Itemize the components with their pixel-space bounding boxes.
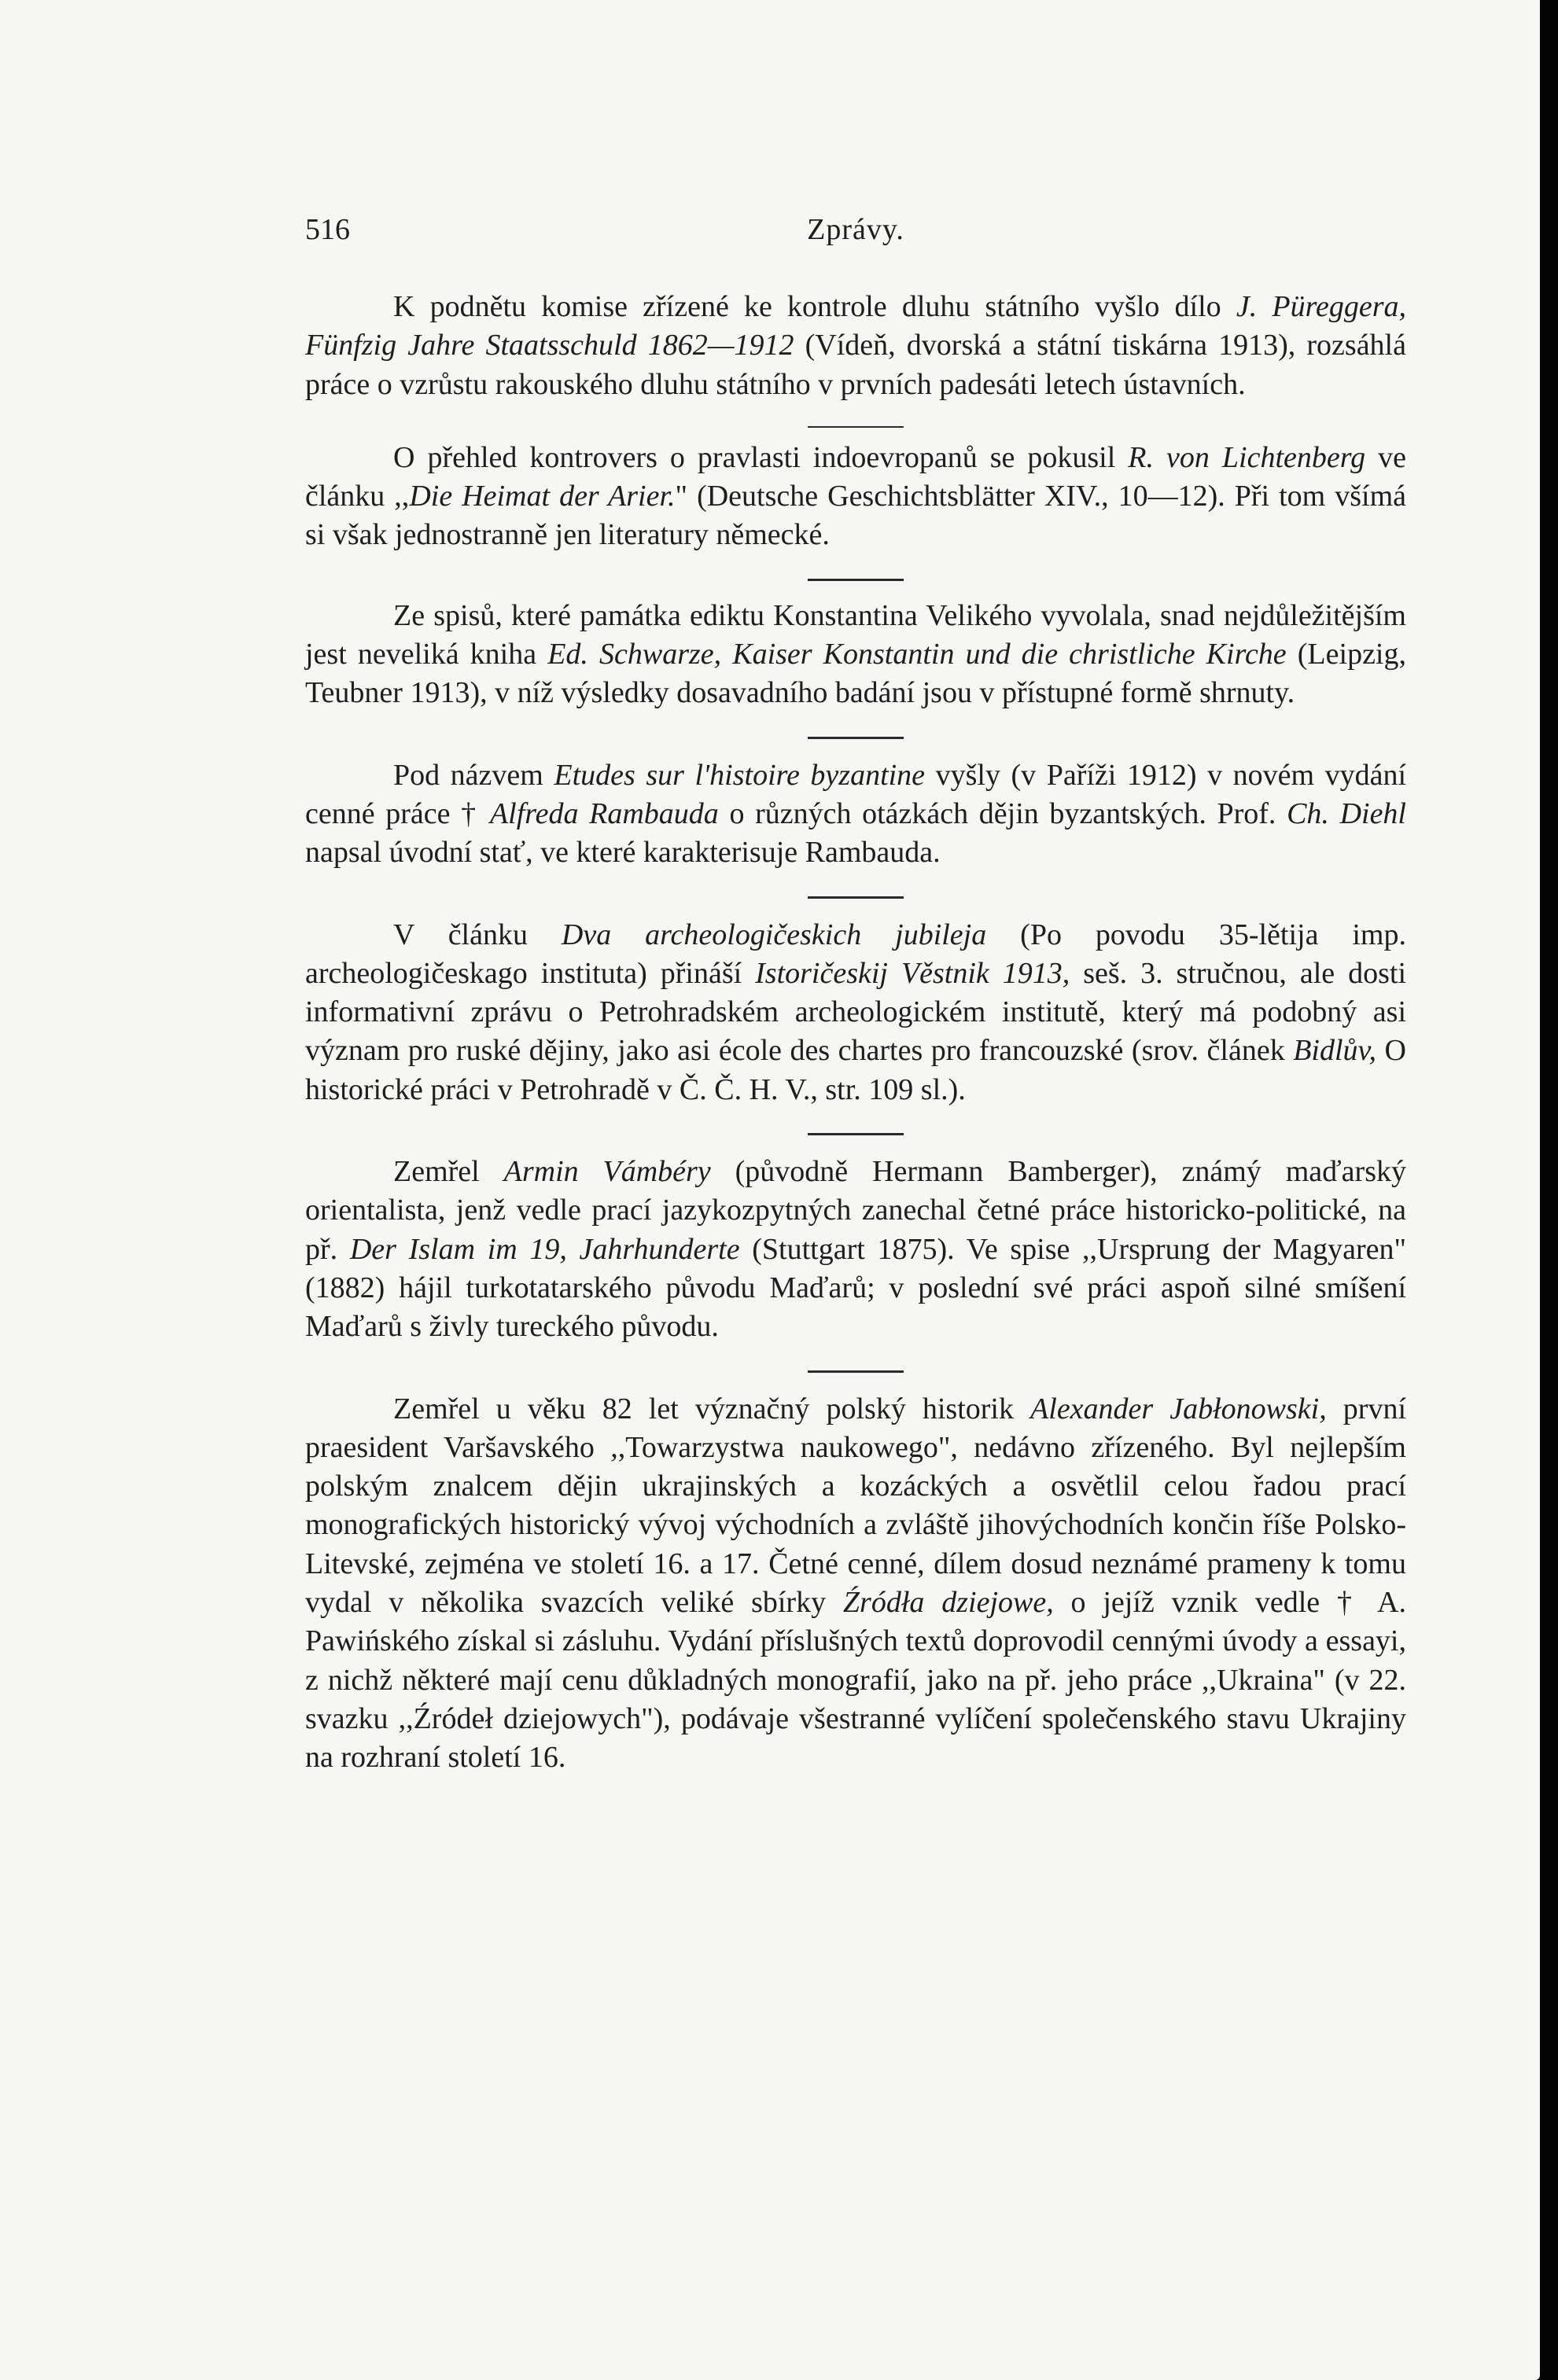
section-divider	[808, 737, 904, 739]
page-header	[305, 211, 1406, 248]
news-entry-archeological-institute: V článku Dva archeologičeskich jubileja (Po povodu 35-lětija imp. archeologičeskago instituta) přináší Istoričeskij Věstnik 1913, seš. 3. stručnou, ale dosti informativní zprávu o Petrohradském archeologickém institutě, který má podobný asi význam pro ruské dějiny, jako asi école des chartes pro francouzské (srov. článek Bidlův, O historické práci v Petrohradě v Č. Č. H. V., str. 109 sl.).	[305, 918, 1407, 1106]
cited-article: Die Heimat der Arier.	[409, 480, 676, 513]
cited-author: Alfreda Rambauda	[489, 796, 719, 830]
cited-work: Źródła dziejowe,	[842, 1586, 1054, 1620]
cited-work: Etudes sur l'histoire byzantine	[554, 758, 926, 792]
cited-author: R. von Lichtenberg	[1128, 440, 1366, 474]
section-divider	[808, 1370, 904, 1373]
scan-border	[1540, 0, 1558, 2380]
cited-work: Ed. Schwarze, Kaiser Konstantin und die christliche Kirche	[547, 638, 1287, 671]
section-divider	[808, 896, 904, 899]
running-title: Zprávy.	[807, 213, 904, 246]
cited-work: J. Püreggera, Fünfzig Jahre Staatsschuld 1862—1912	[305, 290, 1406, 362]
page-content	[305, 211, 1406, 1778]
section-divider	[808, 579, 904, 581]
section-divider	[808, 1133, 904, 1135]
cited-person: Alexander Jabłonowski,	[1030, 1392, 1327, 1425]
news-entries	[305, 288, 1406, 1778]
cited-author: Bidlův,	[1293, 1034, 1377, 1068]
news-entry-jablonowski-obituary: Zemřel u věku 82 let význačný polský historik Alexander Jabłonowski, první praesident Varšavského ,,Towarzystwa naukowego", nedávno zřízeného. Byl nejlepším polským znalcem dějin ukrajinských a kozáckých a osvětlil celou řadou prací monografických historický vývoj východních a zvláště jihovýchodních končin říše Polsko-Litevské, zejména ve století 16. a 17. Četné cenné, dílem dosud neznámé prameny k tomu vydal v několika svazcích veliké sbírky Źródła dziejowe, o jejíž vznik vedle † A. Pawińského získal si zásluhu. Vydání příslušných textů doprovodil cennými úvody a essayi, z nichž některé mají cenu důkladných monografií, jako na př. jeho práce ,,Ukraina" (v 22. svazku ,,Źródeł dziejowych"), podávaje všestranné vylíčení společenského stavu Ukrajiny na rozhraní století 16.	[305, 1392, 1407, 1775]
cited-article: Dva archeologičeskich jubileja	[561, 918, 987, 951]
section-divider	[808, 426, 904, 428]
news-entry-constantine-edict: Ze spisů, které památka ediktu Konstantina Velikého vyvolala, snad nejdůležitějším jest neveliká kniha Ed. Schwarze, Kaiser Konstantin und die christliche Kirche (Leipzig, Teubner 1913), v níž výsledky dosavadního badání jsou v přístupné formě shrnuty.	[305, 598, 1406, 710]
news-entry-vambery-obituary: Zemřel Armin Vámbéry (původně Hermann Bamberger), známý maďarský orientalista, jenž vedle prací jazykozpytných zanechal četné práce historicko-politické, na př. Der Islam im 19, Jahrhunderte (Stuttgart 1875). Ve spise ,,Ursprung der Magyaren" (1882) hájil turkotatarského původu Maďarů; v poslední své práci aspoň silné smíšení Maďarů s živly tureckého původu.	[305, 1155, 1406, 1344]
news-entry-indoeuropean-homeland: O přehled kontrovers o pravlasti indoevropanů se pokusil R. von Lichtenberg ve článku ,,Die Heimat der Arier." (Deutsche Geschichtsblätter XIV., 10—12). Při tom všímá si však jednostranně jen literatury německé.	[305, 440, 1406, 552]
news-entry-byzantine-studies: Pod názvem Etudes sur l'histoire byzantine vyšly (v Paříži 1912) v novém vydání cenné práce † Alfreda Rambauda o různých otázkách dějin byzantských. Prof. Ch. Diehl napsal úvodní stať, ve které karakterisuje Rambauda.	[305, 758, 1407, 870]
cited-work: Der Islam im 19, Jahrhunderte	[349, 1232, 740, 1266]
news-entry-public-debt: K podnětu komise zřízené ke kontrole dluhu státního vyšlo dílo J. Püreggera, Fünfzig Jahre Staatsschuld 1862—1912 (Vídeň, dvorská a státní tiskárna 1913), rozsáhlá práce o vzrůstu rakouského dluhu státního v prvních padesáti letech ústavních.	[305, 290, 1406, 401]
cited-journal: Istoričeskij Věstnik 1913,	[755, 956, 1070, 990]
cited-person: Armin Vámbéry	[503, 1155, 711, 1189]
cited-author: Ch. Diehl	[1287, 796, 1406, 830]
page-number: 516	[305, 213, 350, 246]
